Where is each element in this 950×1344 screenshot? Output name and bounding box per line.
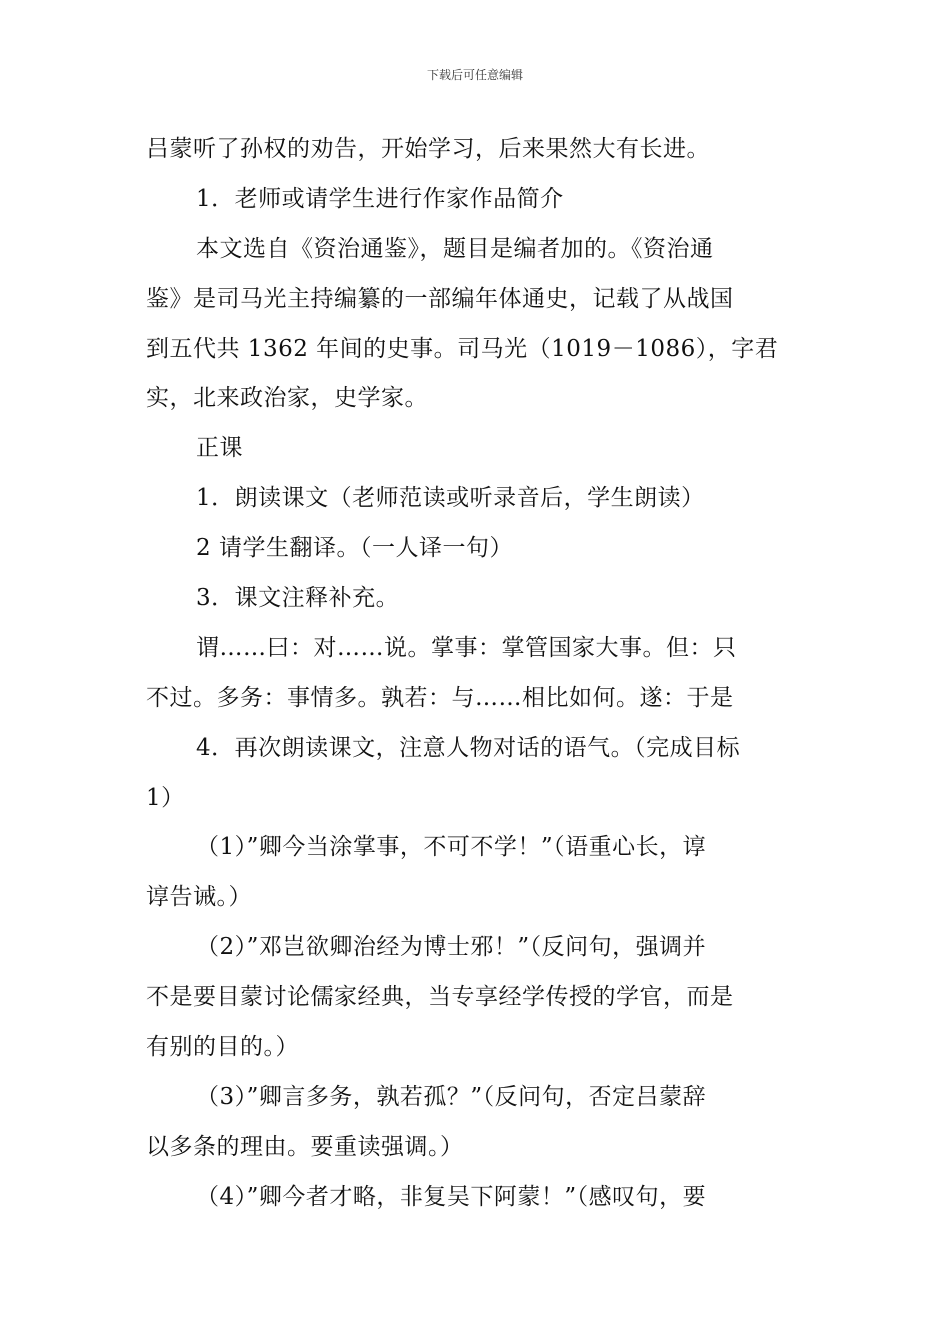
text-line: 实，北来政治家，史学家。 xyxy=(146,385,428,411)
text-line: 以多条的理由。要重读强调。） xyxy=(146,1134,464,1160)
text-line: 3．课文注释补充。 xyxy=(196,585,400,611)
text-line: 1．朗读课文（老师范读或听录音后，学生朗读） xyxy=(196,485,705,511)
text-line: 谓……曰：对……说。掌事：掌管国家大事。但：只 xyxy=(196,635,737,661)
text-line: 2 请学生翻译。（一人译一句） xyxy=(196,535,513,561)
text-line: 有别的目的。） xyxy=(146,1034,299,1060)
text-line: （1）”卿今当涂掌事，不可不学！”（语重心长，谆 xyxy=(196,834,707,860)
text-line: 4．再次朗读课文，注意人物对话的语气。（完成目标 xyxy=(196,735,741,761)
page-header: 下载后可任意编辑 xyxy=(426,68,523,82)
text-line: 谆告诫。） xyxy=(146,884,252,910)
text-line: 1） xyxy=(146,785,185,811)
text-line: 到五代共 1362 年间的史事。司马光（1019－1086），字君 xyxy=(146,336,779,362)
text-line: 本文选自《资治通鉴》，题目是编者加的。《资治通 xyxy=(196,236,714,262)
text-line: （4）”卿今者才略，非复吴下阿蒙！”（感叹句，要 xyxy=(196,1184,707,1210)
text-line: 不是要目蒙讨论儒家经典，当专享经学传授的学官，而是 xyxy=(146,984,734,1010)
text-line: （3）”卿言多务，孰若孤？”（反问句，否定吕蒙辞 xyxy=(196,1084,707,1110)
section-heading: 正课 xyxy=(196,435,243,461)
text-line: 不过。多务：事情多。孰若：与……相比如何。遂：于是 xyxy=(146,685,734,711)
text-line: 鉴》是司马光主持编纂的一部编年体通史，记载了从战国 xyxy=(146,286,734,312)
text-line: （2）”邓岂欲卿治经为博士邪！”（反问句，强调并 xyxy=(196,934,707,960)
text-line: 1．老师或请学生进行作家作品简介 xyxy=(196,186,564,212)
text-line: 吕蒙听了孙权的劝告，开始学习，后来果然大有长进。 xyxy=(146,136,710,162)
